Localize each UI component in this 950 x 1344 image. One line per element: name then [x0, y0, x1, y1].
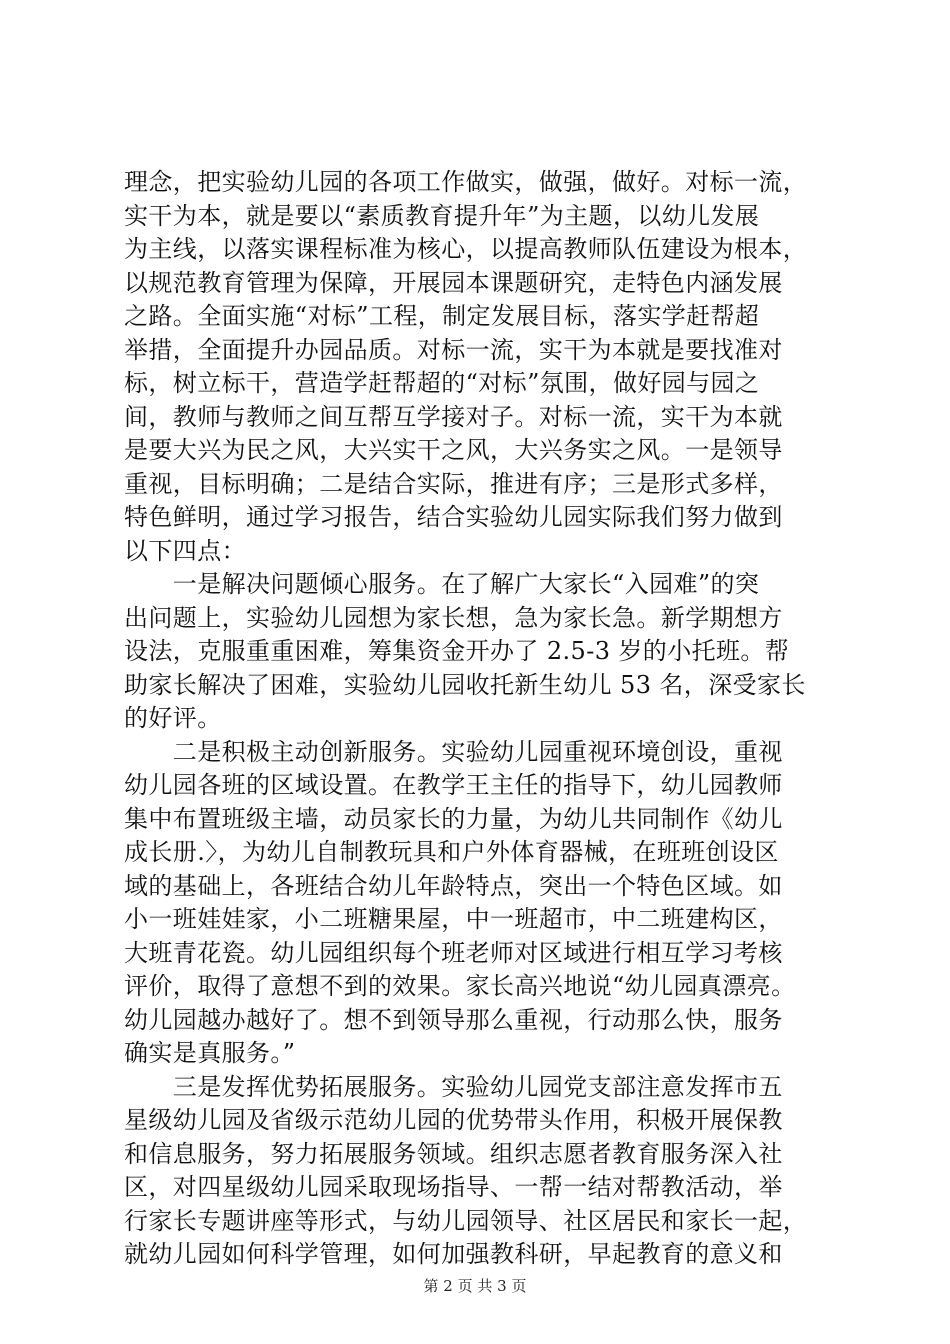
- text-line: 大班青花瓷。幼儿园组织每个班老师对区域进行相互学习考核: [124, 938, 783, 967]
- text-line: 间，教师与教师之间互帮互学接对子。对标一流，实干为本就: [124, 402, 783, 431]
- page-footer: 第 2 页 共 3 页: [423, 1277, 527, 1295]
- text-line: 评价，取得了意想不到的效果。家长高兴地说“幼儿园真漂亮。: [124, 972, 796, 1000]
- text-line: 为主线，以落实课程标准为核心，以提高教师队伍建设为根本，: [124, 235, 808, 263]
- text-line: 特色鲜明，通过学习报告，结合实验幼儿园实际我们努力做到: [124, 503, 783, 531]
- text-line: 域的基础上，各班结合幼儿年龄特点，突出一个特色区域。如: [124, 871, 783, 900]
- text-line: 实干为本，就是要以“素质教育提升年”为主题，以幼儿发展: [124, 201, 760, 230]
- text-line: 确实是真服务。”: [124, 1039, 296, 1067]
- text-line: 幼儿园各班的区域设置。在教学王主任的指导下，幼儿园教师: [124, 771, 783, 799]
- text-line: 以下四点：: [124, 536, 246, 565]
- text-line: 小一班娃娃家，小二班糖果屋，中一班超市，中二班建构区，: [124, 905, 783, 933]
- text-line: 行家长专题讲座等形式，与幼儿园领导、社区居民和家长一起，: [124, 1206, 808, 1235]
- text-line: 集中布置班级主墙，动员家长的力量，为幼儿共同制作《幼儿: [124, 804, 783, 833]
- text-line: 出问题上，实验幼儿园想为家长想，急为家长急。新学期想方: [124, 603, 783, 632]
- text-line: 区，对四星级幼儿园采取现场指导、一帮一结对帮教活动，举: [124, 1173, 783, 1201]
- text-line: 举措，全面提升办园品质。对标一流，实干为本就是要找准对: [124, 335, 783, 364]
- text-line: 助家长解决了困难，实验幼儿园收托新生幼儿 53 名，深受家长: [124, 670, 806, 699]
- text-line: 重视，目标明确；二是结合实际，推进有序；三是形式多样，: [124, 469, 783, 498]
- text-line: 就幼儿园如何科学管理，如何加强教科研，早起教育的意义和: [124, 1240, 783, 1268]
- text-line: 的好评。: [124, 704, 222, 732]
- text-line: 星级幼儿园及省级示范幼儿园的优势带头作用，积极开展保教: [124, 1106, 783, 1134]
- text-line: 以规范教育管理为保障，开展园本课题研究，走特色内涵发展: [124, 268, 783, 297]
- text-line: 成长册.〉，为幼儿自制教玩具和户外体育器械，在班班创设区: [124, 838, 779, 866]
- text-line: 三是发挥优势拓展服务。实验幼儿园党支部注意发挥市五: [124, 1072, 783, 1101]
- body-text: [124, 166, 844, 1272]
- text-line: 设法，克服重重困难，筹集资金开办了 2.5-3 岁的小托班。帮: [124, 637, 790, 665]
- text-line: 理念，把实验幼儿园的各项工作做实，做强，做好。对标一流，: [124, 168, 808, 196]
- text-line: 二是积极主动创新服务。实验幼儿园重视环境创设，重视: [124, 737, 783, 766]
- text-line: 一是解决问题倾心服务。在了解广大家长“入园难”的突: [124, 570, 760, 598]
- text-line: 和信息服务，努力拓展服务领域。组织志愿者教育服务深入社: [124, 1139, 783, 1168]
- text-line: 是要大兴为民之风，大兴实干之风，大兴务实之风。一是领导: [124, 436, 783, 464]
- text-line: 标，树立标干，营造学赶帮超的“对标”氛围，做好园与园之: [124, 369, 760, 397]
- text-line: 之路。全面实施“对标”工程，制定发展目标，落实学赶帮超: [124, 302, 760, 330]
- text-line: 幼儿园越办越好了。想不到领导那么重视，行动那么快，服务: [124, 1005, 783, 1034]
